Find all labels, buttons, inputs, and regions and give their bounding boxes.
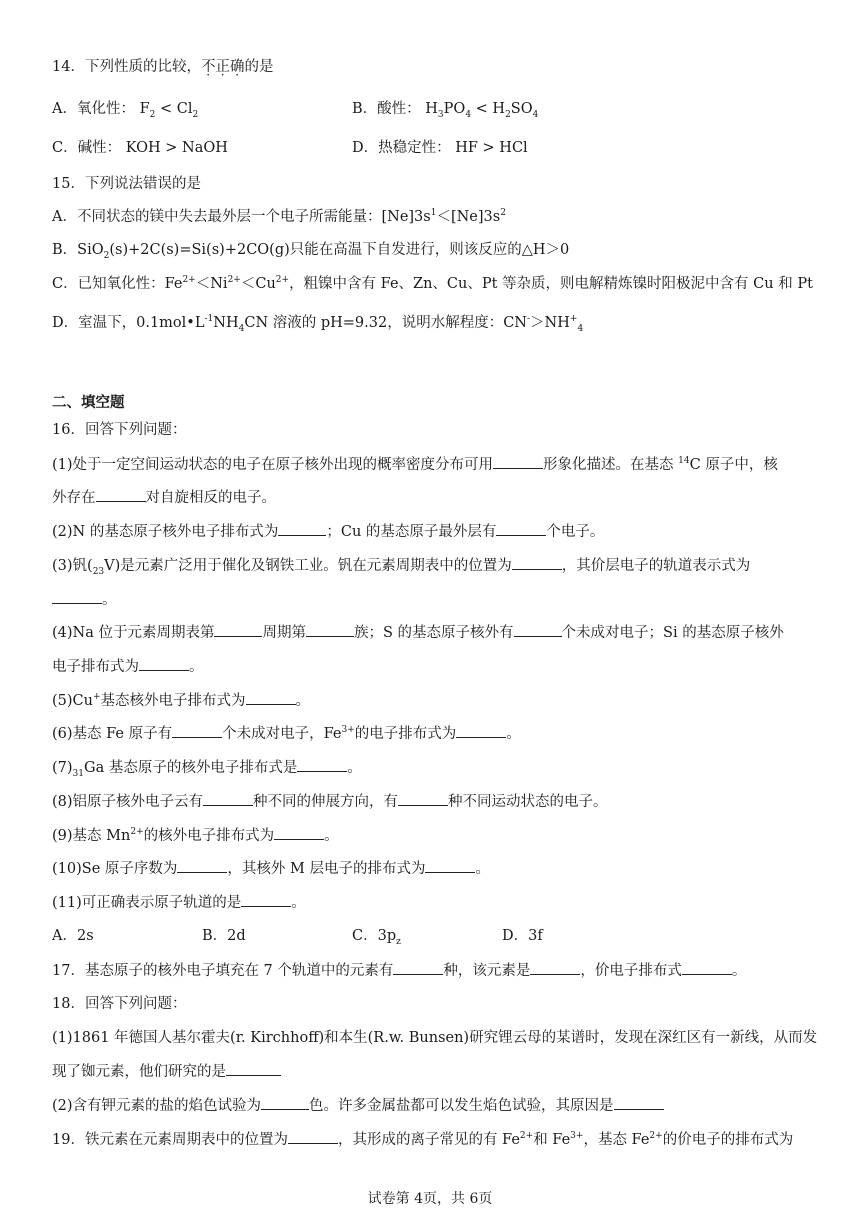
q14-option-a: A．氧化性： $F_2 < Cl_2$ xyxy=(52,101,199,120)
answer-blank[interactable] xyxy=(456,723,506,738)
q16-option-b: B．2d xyxy=(202,928,246,944)
answer-blank[interactable] xyxy=(278,521,326,536)
q16-option-d: D．3f xyxy=(502,928,543,944)
answer-blank[interactable] xyxy=(614,1095,664,1110)
q16-option-c: C．$3p_z$ xyxy=(352,928,401,947)
answer-blank[interactable] xyxy=(288,1129,338,1144)
q19: 19．铁元素在元素周期表中的位置为 ，其形成的离子常见的有 $Fe^{2+}$和 $Fe^{3+}$，基态 $Fe^{2+}$的价电子的排布式为 xyxy=(52,1129,793,1150)
q16-part9: (9)基态 $Mn^{2+}$的核外电子排布式为 。 xyxy=(52,825,339,846)
answer-blank[interactable] xyxy=(425,858,475,873)
q18-part1-cont: 现了铷元素，他们研究的是 xyxy=(52,1061,281,1082)
q16-part5: (5)Cu+基态核外电子排布式为 。 xyxy=(52,690,310,711)
q16-part2: (2)N 的基态原子核外电子排布式为 ；Cu 的基态原子最外层有 个电子。 xyxy=(52,521,604,542)
answer-blank[interactable] xyxy=(226,1061,281,1076)
exam-page xyxy=(52,0,818,1216)
answer-blank[interactable] xyxy=(496,521,546,536)
answer-blank[interactable] xyxy=(393,960,443,975)
q15-option-c: C．已知氧化性：$Fe^{2+}<Ni^{2+}<Cu^{2+}$，粗镍中含有 Fe、Zn、Cu、Pt 等杂质，则电解精炼镍时阳极泥中含有 Cu 和 Pt xyxy=(52,275,813,292)
answer-blank[interactable] xyxy=(172,723,222,738)
answer-blank[interactable] xyxy=(514,622,562,637)
answer-blank[interactable] xyxy=(530,960,580,975)
q16-option-a: A．2s xyxy=(52,928,94,944)
answer-blank[interactable] xyxy=(512,555,562,570)
q14-option-c: C．碱性： KOH > NaOH xyxy=(52,140,228,156)
answer-blank[interactable] xyxy=(306,622,354,637)
answer-blank[interactable] xyxy=(274,825,324,840)
q18-part1: (1)1861 年德国人基尔霍夫(r. Kirchhoff)和本生(R.w. Bunsen)研究锂云母的某谱时，发现在深红区有一新线，从而发 xyxy=(52,1030,818,1046)
q16-part1: (1)处于一定空间运动状态的电子在原子核外出现的概率密度分布可用 形象化描述。在基态 $^{14}$C 原子中，核 xyxy=(52,454,778,475)
answer-blank[interactable] xyxy=(52,589,102,604)
q14-option-b: B．酸性： $H_3PO_4 < H_2SO_4$ xyxy=(352,101,539,120)
answer-blank[interactable] xyxy=(139,656,189,671)
answer-blank[interactable] xyxy=(214,622,262,637)
q17: 17．基态原子的核外电子填充在 7 个轨道中的元素有 种，该元素是 ，价电子排布式 。 xyxy=(52,960,746,981)
q16-part4: (4)Na 位于元素周期表第 周期第 族；S 的基态原子核外有 个未成对电子；Si 的基态原子核外 xyxy=(52,622,784,643)
answer-blank[interactable] xyxy=(398,791,448,806)
q16-part10: (10)Se 原子序数为 ，其核外 M 层电子的排布式为 。 xyxy=(52,858,490,879)
page-footer: 试卷第 4页，共 6页 xyxy=(367,1191,493,1207)
answer-blank[interactable] xyxy=(177,858,227,873)
q15-option-d: D．室温下，$0.1mol•L^{-1}NH_4CN$ 溶液的 pH=9.32，说明水解程度：$CN^->NH^+_4$ xyxy=(52,314,584,334)
q16-part11: (11)可正确表示原子轨道的是 。 xyxy=(52,892,306,913)
answer-blank[interactable] xyxy=(96,487,146,502)
answer-blank[interactable] xyxy=(261,1095,309,1110)
answer-blank[interactable] xyxy=(297,757,347,772)
q16-part3: (3)钒$(_{23}V)$是元素广泛用于催化及钢铁工业。钒在元素周期表中的位置为 ，其价层电子的轨道表示式为 xyxy=(52,555,750,576)
q16-part8: (8)铝原子核外电子云有 种不同的伸展方向，有 种不同运动状态的电子。 xyxy=(52,791,608,812)
section-title: 二、填空题 xyxy=(52,394,125,411)
q16-part3-cont: 。 xyxy=(52,589,117,610)
q14-option-d: D．热稳定性： HF > HCl xyxy=(352,140,528,156)
answer-blank[interactable] xyxy=(682,960,732,975)
answer-blank[interactable] xyxy=(246,690,296,705)
q16-part1-cont: 外存在 对自旋相反的电子。 xyxy=(52,487,276,508)
q15-option-a: A．不同状态的镁中失去最外层一个电子所需能量：$[Ne]3s^1<[Ne]3s^2$ xyxy=(52,208,506,225)
q14-stem: 14．下列性质的比较，不正确的是 xyxy=(52,59,274,75)
q18-part2: (2)含有钾元素的盐的焰色试验为 色。许多金属盐都可以发生焰色试验，其原因是 xyxy=(52,1095,664,1116)
q16-part7: $(7)_{31}Ga$ 基态原子的核外电子排布式是 。 xyxy=(52,757,362,778)
answer-blank[interactable] xyxy=(241,892,291,907)
q16-part6: (6)基态 Fe 原子有 个未成对电子，$Fe^{3+}$的电子排布式为 。 xyxy=(52,723,521,744)
q16-part4-cont: 电子排布式为 。 xyxy=(52,656,204,677)
q15-stem: 15．下列说法错误的是 xyxy=(52,176,201,192)
q18-stem: 18．回答下列问题： xyxy=(52,996,187,1012)
q15-option-b: B．SiO$_2$(s)+2C(s)=Si(s)+2CO(g)只能在高温下自发进行，则该反应的△H＞0 xyxy=(52,242,570,261)
q16-stem: 16．回答下列问题： xyxy=(52,422,187,438)
answer-blank[interactable] xyxy=(493,454,543,469)
answer-blank[interactable] xyxy=(203,791,253,806)
